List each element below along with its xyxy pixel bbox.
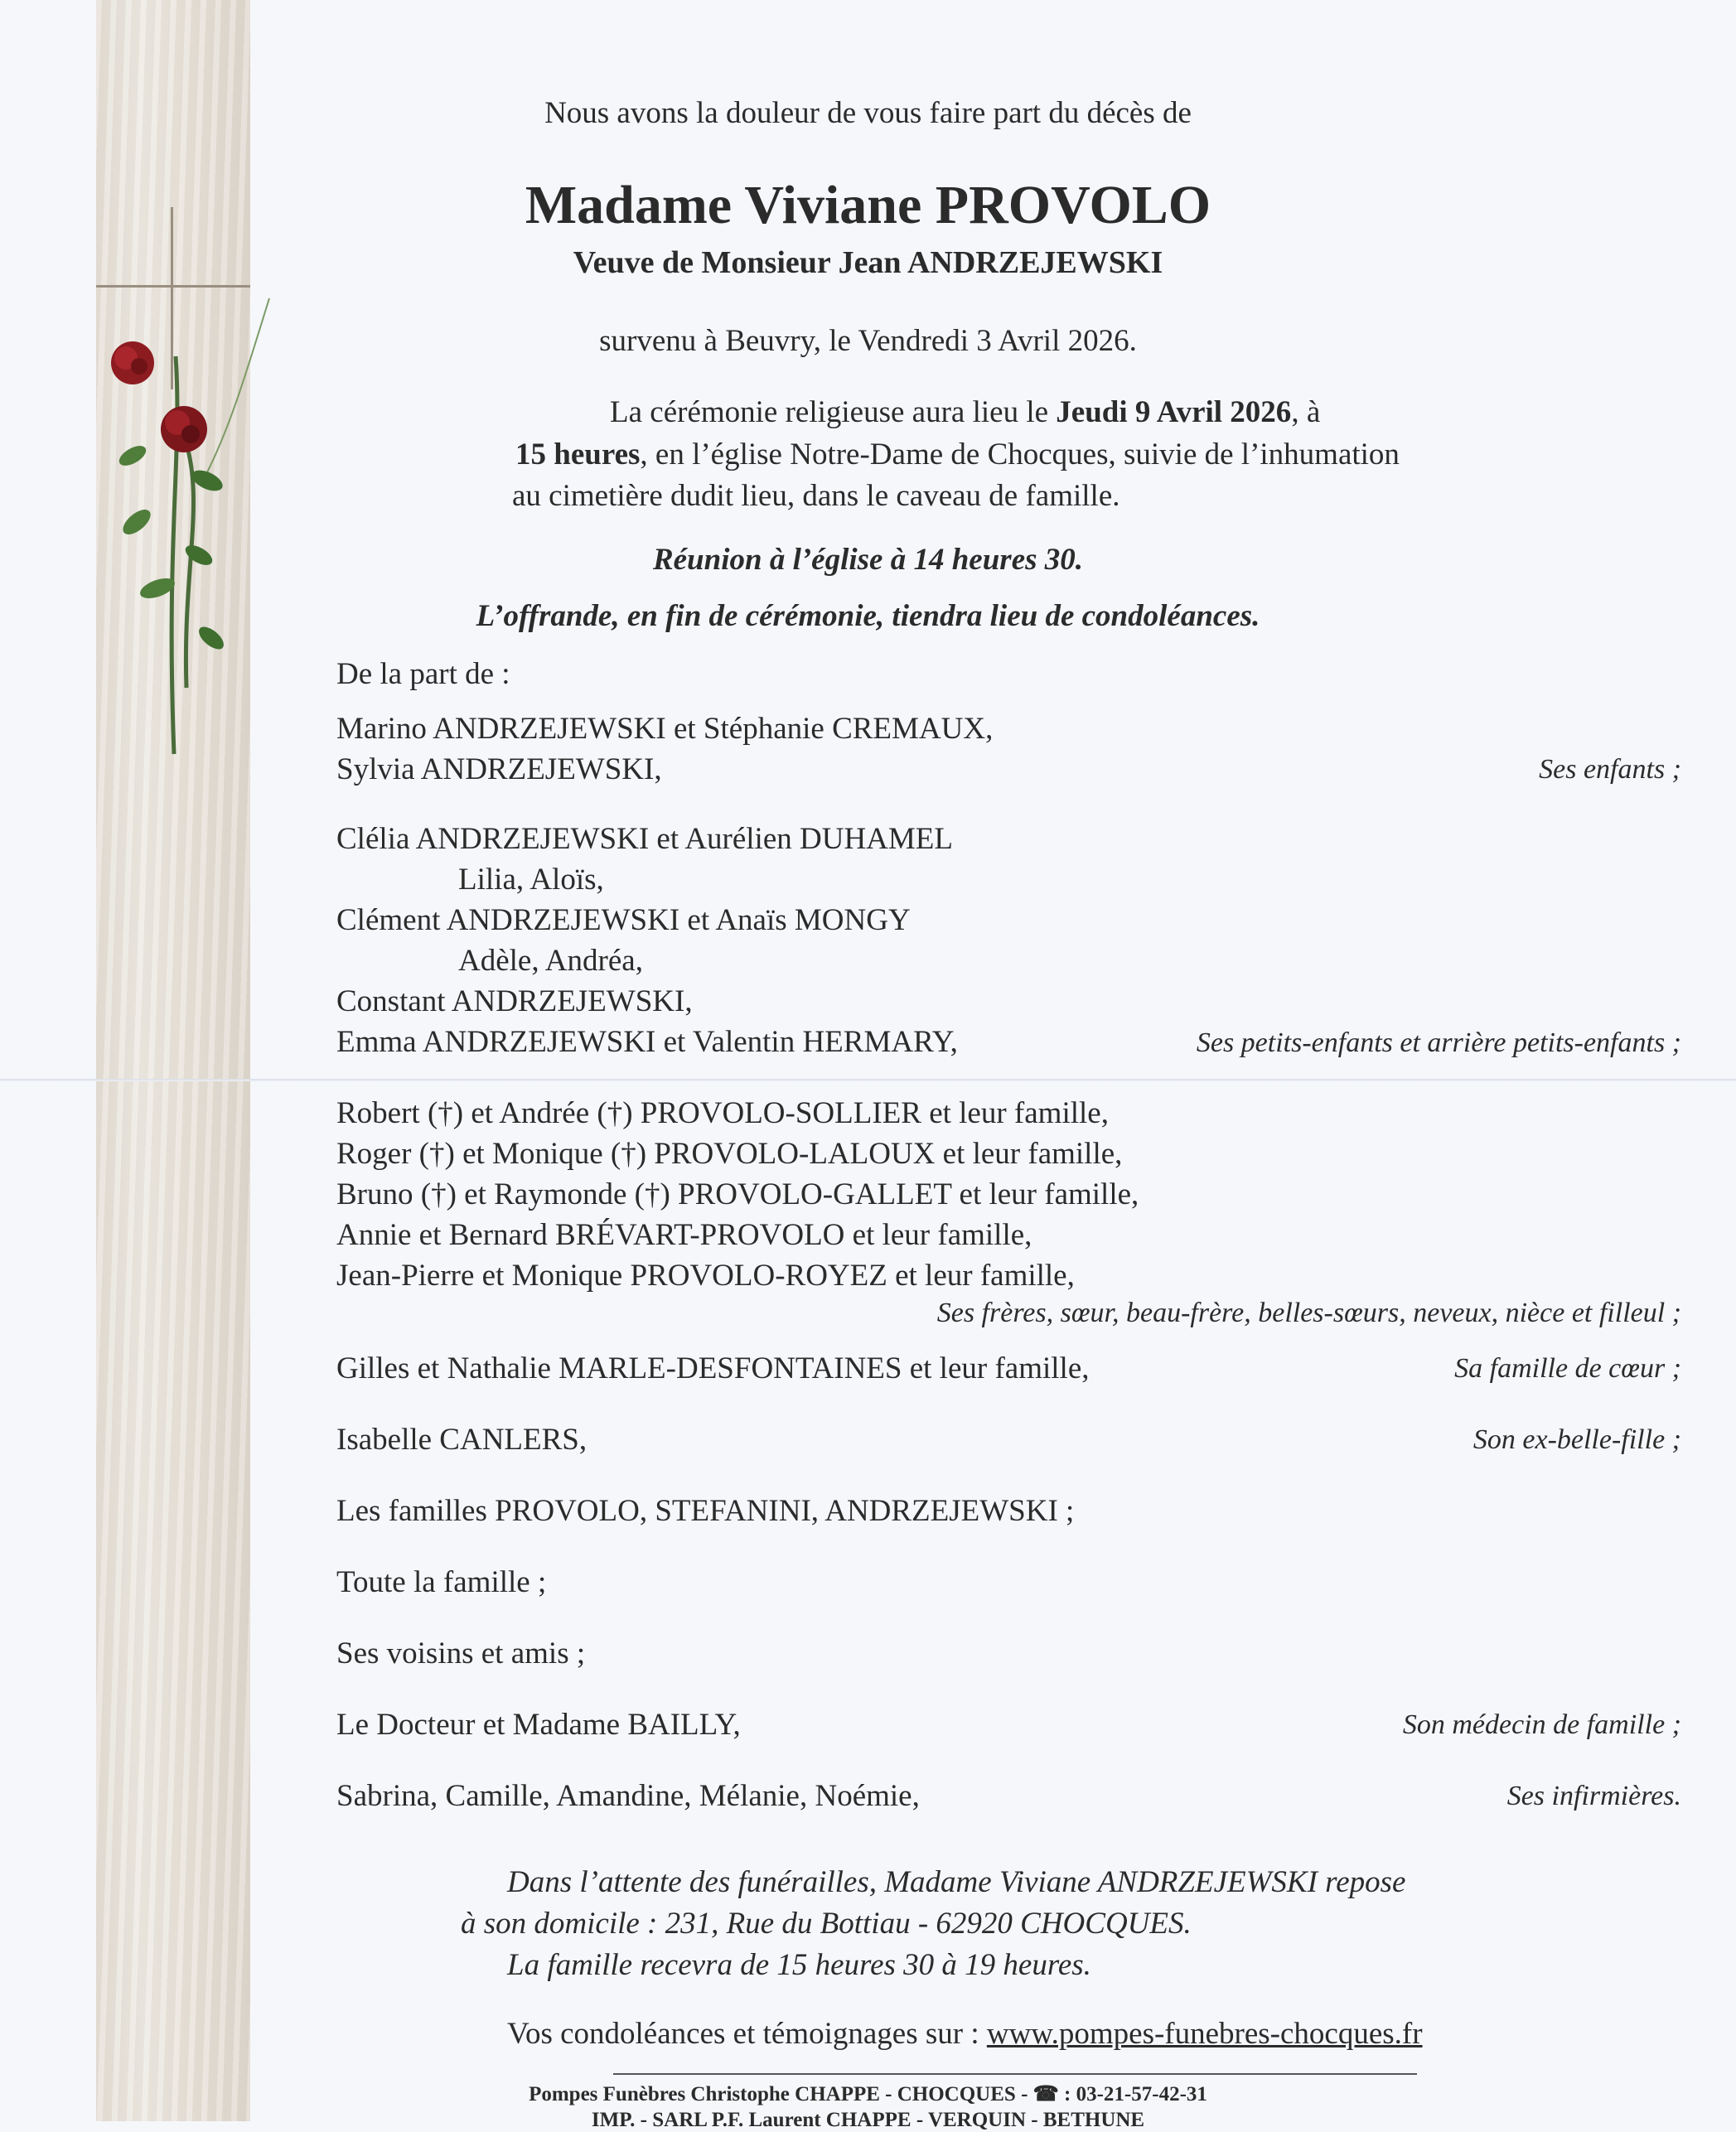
cross-bar: [96, 285, 250, 288]
widow-of-line: Veuve de Monsieur Jean ANDRZEJEWSKI: [573, 245, 1163, 280]
relationship-label: Sa famille de cœur ;: [1454, 1353, 1681, 1384]
family-member: Jean-Pierre et Monique PROVOLO-ROYEZ et leur famille,: [336, 1259, 1075, 1293]
family-member: Clément ANDRZEJEWSKI et Anaïs MONGY: [336, 903, 911, 937]
roses-icon: [83, 290, 298, 754]
relationship-label: Ses petits-enfants et arrière petits-enfants ;: [1196, 1027, 1681, 1058]
family-member: Toute la famille ;: [336, 1565, 547, 1599]
condolences-link[interactable]: www.pompes-funebres-chocques.fr: [986, 2017, 1423, 2051]
family-member: Marino ANDRZEJEWSKI et Stéphanie CREMAUX,: [336, 712, 994, 746]
footer-line-2: IMP. - SARL P.F. Laurent CHAPPE - VERQUIN - BETHUNE: [591, 2109, 1145, 2131]
ceremony-line-3: au cimetière dudit lieu, dans le caveau de famille.: [512, 479, 1120, 513]
footer-line-1: Pompes Funèbres Christophe CHAPPE - CHOCQUES - ☎ : 03-21-57-42-31: [529, 2083, 1207, 2105]
family-member: Robert (†) et Andrée (†) PROVOLO-SOLLIER et leur famille,: [336, 1096, 1109, 1130]
relationship-label: Son ex-belle-fille ;: [1472, 1424, 1681, 1455]
family-member: Gilles et Nathalie MARLE-DESFONTAINES et leur famille,: [336, 1351, 1090, 1385]
intro-text: Nous avons la douleur de vous faire part du décès de: [544, 96, 1192, 130]
family-heading: De la part de :: [336, 657, 510, 691]
family-member: Emma ANDRZEJEWSKI et Valentin HERMARY,: [336, 1025, 958, 1059]
family-member: Bruno (†) et Raymonde (†) PROVOLO-GALLET et leur famille,: [336, 1177, 1139, 1211]
rest-line-1: Dans l’attente des funérailles, Madame Viviane ANDRZEJEWSKI repose: [507, 1865, 1406, 1899]
footer-rule: [613, 2073, 1417, 2075]
rest-line-2: à son domicile : 231, Rue du Bottiau - 62920 CHOCQUES.: [461, 1907, 1192, 1941]
reunion-text: Réunion à l’église à 14 heures 30.: [652, 543, 1084, 577]
relationship-label: Ses frères, sœur, beau-frère, belles-sœurs, neveux, nièce et filleul ;: [936, 1298, 1681, 1328]
rest-line-3: La famille recevra de 15 heures 30 à 19 heures.: [507, 1948, 1091, 1982]
family-member: Lilia, Aloïs,: [458, 863, 604, 897]
family-member: Annie et Bernard BRÉVART-PROVOLO et leur famille,: [336, 1218, 1032, 1252]
paper-fold-line: [0, 1079, 1736, 1081]
family-member: Sylvia ANDRZEJEWSKI,: [336, 752, 662, 786]
family-member: Clélia ANDRZEJEWSKI et Aurélien DUHAMEL: [336, 822, 953, 856]
family-member: Le Docteur et Madame BAILLY,: [336, 1708, 741, 1742]
relationship-label: Son médecin de famille ;: [1402, 1709, 1681, 1740]
family-member: Roger (†) et Monique (†) PROVOLO-LALOUX et leur famille,: [336, 1137, 1123, 1171]
relationship-label: Ses infirmières.: [1506, 1781, 1681, 1811]
deceased-name: Madame Viviane PROVOLO: [525, 175, 1211, 235]
family-member: Constant ANDRZEJEWSKI,: [336, 984, 693, 1018]
condolences-line: Vos condoléances et témoignages sur : www.pompes-funebres-chocques.fr: [507, 2017, 1423, 2051]
death-info: survenu à Beuvry, le Vendredi 3 Avril 2026.: [599, 324, 1137, 358]
relationship-label: Ses enfants ;: [1539, 754, 1681, 785]
family-member: Isabelle CANLERS,: [336, 1423, 588, 1457]
family-member: Les familles PROVOLO, STEFANINI, ANDRZEJEWSKI ;: [336, 1494, 1075, 1528]
ceremony-line-2: 15 heures, en l’église Notre-Dame de Chocques, suivie de l’inhumation: [515, 438, 1400, 471]
family-member: Adèle, Andréa,: [458, 944, 643, 978]
ceremony-line-1: La cérémonie religieuse aura lieu le Jeudi 9 Avril 2026, à: [610, 395, 1321, 429]
family-member: Sabrina, Camille, Amandine, Mélanie, Noémie,: [336, 1779, 920, 1813]
offrande-text: L’offrande, en fin de cérémonie, tiendra lieu de condoléances.: [476, 599, 1260, 633]
family-member: Ses voisins et amis ;: [336, 1636, 586, 1670]
